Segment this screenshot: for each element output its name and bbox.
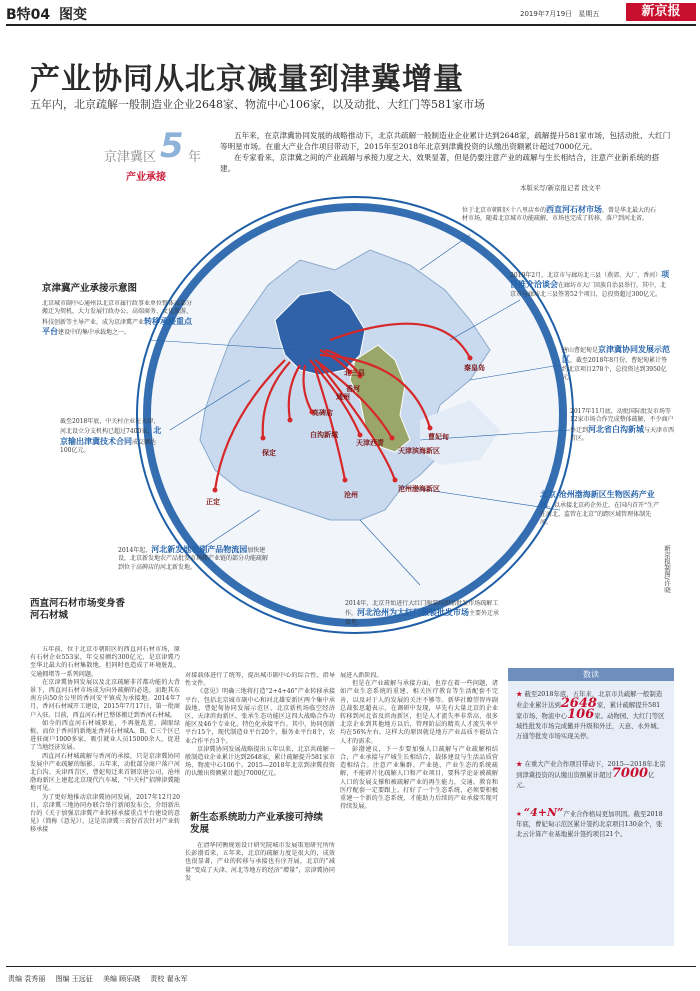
left-article-heading: 西直河石材市场变身香河石材城 — [30, 598, 126, 621]
label-tongzhou: 通州 — [336, 393, 350, 401]
paper-logo: 新京报 — [626, 3, 696, 21]
data-number: 106 — [567, 707, 595, 722]
mid-article-body-2 — [185, 842, 335, 948]
callout-highlight: 河北省白沟新城 — [588, 423, 645, 434]
lead-p1: 五年来，在京津冀协同发展的战略推动下，北京共疏解一般制造业企业累计达到2648家，疏解提升581家市场，包括动批、大红门等明星市场。在重大产业合作项目带动下，2015年至2018年北京到津冀投资的认缴出资额累计超过7000亿元。 — [220, 131, 671, 151]
callout-highlight: 转移承接重点平台 — [42, 315, 192, 336]
data-item — [516, 759, 666, 790]
logo-subtitle: 产业承接 — [126, 172, 166, 183]
label-baigou: 白沟新城 — [310, 431, 338, 439]
label-tianjin-xiqing: 天津西青 — [356, 439, 384, 447]
callout-highlight: 项目推介洽谈会 — [510, 270, 670, 290]
label-gaobeidian: 高碑店 — [312, 409, 333, 417]
section-label — [6, 4, 87, 24]
label-baoding: 保定 — [262, 449, 276, 457]
label-tianjin-binhai: 天津滨海新区 — [398, 447, 440, 455]
data-box-title: 数读 — [508, 668, 674, 681]
section-number: B特04 — [6, 7, 51, 23]
article-paragraph: 展进入新阶段。 — [340, 672, 383, 679]
data-item — [516, 689, 666, 741]
callout-text: 北京城市副中心通州以北京市属行政事业单位整体或部分搬迁为契机，大力发展行政办公、高端商务、文化旅游、科技创新等主导产业，成为京津冀产业 — [42, 300, 192, 326]
callout-xinfadi — [118, 545, 268, 572]
lead-paragraph — [220, 130, 672, 174]
credit-designer: 图编 王远征 — [55, 975, 93, 983]
footer-rule — [6, 966, 696, 967]
page-subtitle: 五年内，北京疏解一般制造业企业2648家、物流中心106家，以及动批、大红门等581家市场 — [30, 98, 485, 111]
callout-text: ，曾是华北最大的石材市场，随着北京城市功能疏解，市场也完成了转移，落户到河北省。 — [462, 207, 657, 223]
label-zhengding: 正定 — [206, 498, 220, 506]
data-text: 截至2018年底，五年来，北京市共疏解一般制造业企业累计达到 — [516, 690, 663, 709]
lead-p2: 在专家看来，京津冀之间的产业疏解与承接力度之大、效果显著，但是仍要注意产业的疏解与生长相结合，注意产业新系统的搭建。 — [220, 153, 660, 173]
article-paragraph: 但是在产业疏解与承接方面，也存在着一些问题，诸如产业生态系统的重建、相关医疗教育等生活配套不完善，以及对于人的发展的关注不够等。新华社瞭望智库副总裁张思超表示，在调研中发现，早先有大量北京的企业转移到河北省及滨海新区，但是人才流失率非常高，很多北京企业到其他地方以后，管理阶层的精英人才流失率平均在56%左右。这样大的原因就是地方产业品质不能结合人才的需求。 — [340, 680, 498, 745]
data-text: 产业合作格局更加巩固。截至2018年底，曹妃甸示范区累计签约北京项目130余个，张北云计算产业基地累计签约项目21个。 — [516, 810, 663, 838]
credit-editor: 责编 袁秀丽 — [8, 975, 46, 983]
page-title: 产业协同从北京减量到津冀增量 — [30, 62, 464, 97]
callout-highlight: 北京输出津冀技术合同 — [60, 425, 162, 446]
article-paragraph: 在清华同衡规划设计研究院城市发展策划研究所所长彭渤看来，五年来，北京的疏解力度是很大的，成效也很显著，产业的转移与承接也有序开展，北京的“减量”变成了天津、河北等地方的经济“增量”，京津冀协同发 — [185, 842, 335, 882]
callout-highlight: 北京·沧州渤海新区生物医药产业园 — [540, 490, 655, 510]
callout-text: ，以承接北京药企外迁，在国内首开“生产在河北、监管在北京”的跨区域管理体制先河。 — [540, 502, 660, 526]
article-paragraph: 为了更好地推动京津冀协同发展，2017年12月20日，京津冀三地协同办联合举行新闻发布会，介绍新出台的《关于加强京津冀产业转移承接重点平台建设的意见》（简称《意见》），这是京津冀三省份首次针对产业转移承接 — [30, 793, 180, 834]
data-item — [516, 808, 666, 839]
mid-article-body — [185, 672, 335, 808]
callout-caofeidian — [562, 345, 672, 382]
graphic-credit: 新京报制图/许晓 — [663, 545, 671, 593]
data-number: “4+N” — [523, 806, 564, 819]
data-text: 家。动物园、大红门等区域性批发市场完成撤并升级和外迁，天意、永外城、万通等批发市场实现关停。 — [516, 712, 665, 740]
article-paragraph: 《意见》明确三地将打造“2+4+46”产业转移承接平台，包括北京城市副中心和河北雄安新区两个集中承载地，曹妃甸协同发展示范区、北京新机场临空经济区、天津滨海新区、张承生态功能区这四大战略合作功能区及46个专业化、特色化承接平台。其中，协同创新平台15个，现代制造业平台20个，服务业平台8个，农业合作平台3个。 — [185, 688, 335, 745]
logo-number: 5 — [160, 126, 184, 166]
article-paragraph: 五年前，位于北京市朝阳区的西直河石材市场，原有石材企业553家，年交易额约300亿元，是京津冀乃至华北最大的石材集散地，但同时也造成了环境脏乱、交通拥堵等一系列问题。 — [30, 646, 180, 678]
section-name: 图变 — [59, 7, 88, 23]
callout-text: 主要外迁承接地。 — [345, 610, 500, 626]
callout-text: 2017年11月底，动批国际批发市场等12家市场合作完成整体疏解，不少商户外迁到 — [570, 408, 674, 434]
callout-text: 与天津市西青区。 — [570, 426, 675, 442]
callout-highlight: 西直河石材市场 — [546, 205, 603, 214]
callout-text: 位于北京市朝阳区十八里店乡的 — [462, 207, 547, 214]
callout-text: 截至2018年底，中关村企业在天津、河北设立分支机构已超过7400家， — [60, 418, 160, 436]
callout-baigou — [570, 408, 675, 443]
bullet-icon: ★ — [516, 760, 523, 768]
callout-text: 2014年起， — [118, 547, 152, 554]
callout-highlight: 河北新发地农副产品物流园 — [151, 545, 248, 554]
label-cangzhou-bohai: 沧州渤海新区 — [398, 485, 440, 493]
callout-text: 2019年2月，北京市与廊坊北三县（燕郊、大厂、香河） — [510, 272, 662, 279]
map-title: 京津冀产业承接示意图 — [42, 283, 138, 294]
bullet-icon: ★ — [516, 810, 522, 818]
data-number: 7000 — [611, 766, 649, 781]
callout-beisanxian — [510, 270, 670, 299]
data-box — [508, 668, 674, 946]
callout-cangzhou-bio — [540, 490, 660, 527]
callout-xizhihe — [462, 205, 662, 224]
callout-text: 成交额达100亿元。 — [60, 438, 157, 454]
data-box-items — [508, 681, 674, 847]
data-text: 家，累计疏解提升581家市场、物流中心 — [516, 701, 661, 720]
mid-article-heading: 新生态系统助力产业承接可持续发展 — [190, 812, 324, 835]
right-article-body — [340, 672, 498, 948]
article-paragraph: 彭渤建议，下一步要加强人口疏解与产业疏解相结合，产业承接与产城生长相结合，载体建设与生活品质营造相结合。注意产业集群、产业链、产业生态的系统疏解，不能碎片化疏解人口和产业项目，要科学论证被疏解人口的发展支撑和被疏解产业的再生能力，交通、教育和医疗配套一定要跟上。打好了一个生态系统，必须要积极重建一个新的生态系统，才能助力后续的产业承接实现可持续发展。 — [340, 745, 498, 811]
article-paragraph: 京津冀协同发展战略提出五年以来，北京共疏解一般制造业企业累计达到2648家，累计疏解提升581家市场、物流中心106个。2015—2018年北京到津冀投资的认缴出资额累计超过7000亿元。 — [185, 745, 335, 778]
callout-text: 建设中的集中承载地之一。 — [58, 328, 131, 336]
footer-credits — [8, 974, 188, 984]
header-rule — [6, 24, 696, 26]
label-cangzhou: 沧州 — [344, 491, 358, 499]
credit-art: 美编 顾乐晓 — [102, 975, 141, 983]
callout-text: ，截至2018年8月份，曹妃甸累计签约北京项目278个，总投资达到3950亿元。 — [562, 357, 668, 381]
label-caofeidian: 曹妃甸 — [428, 433, 449, 441]
byline: 本版采写/新京报记者 段文平 — [520, 184, 601, 192]
left-article-body — [30, 646, 180, 946]
callout-text: 唐山曹妃甸是 — [562, 347, 599, 354]
callout-zhongguancun — [60, 418, 165, 455]
article-paragraph: 在京津冀协同发展以及北京疏解非首都功能的大背景下，西直河石材市场成为向外疏解的必选，而距其东南方向50余公里的香河安平镇成为承接地。2014年7月，香河石材城开工建设，2015年7月17日，第一批商户入驻。目前，西直河石材已整体搬迁到香河石材城。 — [30, 678, 180, 719]
callout-text: 在廊坊市大厂回族自治县举行，其中，北京市与廊坊北三县签署52个项目，总投资超过300亿元。 — [510, 282, 667, 298]
data-number: 2648 — [560, 696, 597, 711]
logo-text: 京津冀区 — [104, 150, 157, 165]
callout-dahongmen — [345, 600, 500, 627]
callout-text: 2014年，北京开始进行大红门服装纺织品批发市场疏解工作， — [345, 600, 499, 618]
logo-suffix: 年 — [188, 150, 202, 165]
credit-proof: 责校 翟永军 — [150, 975, 188, 983]
callout-text: 加快建设，北京新发地农产品批发市场将产业链的部分功能疏解到位于高碑店的河北新发地。 — [118, 547, 268, 571]
bullet-icon: ★ — [516, 690, 523, 698]
label-qinhuangdao: 秦皇岛 — [464, 364, 485, 372]
issue-date — [520, 9, 599, 19]
weekday-text: 星期五 — [578, 10, 600, 18]
label-xianghe: 香河 — [346, 385, 360, 393]
article-paragraph: 对接载体进行了统筹，提出城市副中心的综合性、指导性文件。 — [185, 672, 335, 688]
data-text: 在重大产业合作项目带动下，2015—2018年北京到津冀投资的认缴出资额累计超过 — [516, 760, 666, 779]
data-text: 亿元。 — [516, 771, 655, 789]
callout-highlight: 京津冀协同发展示范区 — [562, 345, 671, 365]
label-beisanxian: 北三县 — [344, 369, 365, 377]
callout-tongzhou — [42, 300, 192, 337]
anniversary-logo — [100, 126, 210, 190]
date-text: 2019年7月19日 — [520, 10, 573, 18]
article-paragraph: 如今的西直河石材城原址，不再脏乱差，满眼绿植，而位于香河的新地址香河石材城A、B、C三个区已进驻商户1000多家，吸引就业人员15000余人，促进了当地经济发展。 — [30, 719, 180, 752]
callout-highlight: 河北沧州为大红门服装批发市场 — [357, 607, 470, 618]
article-paragraph: 西直河石材城疏解与香河的承接，只是京津冀协同发展中产业疏解的缩影。五年来，动批部分商户落户河北白沟、天津西青区，曹妃甸迁来首钢京唐公司，沧州渤海新区上建起北京现代汽车城，“中关村”招牌津冀随地可见。 — [30, 752, 180, 793]
